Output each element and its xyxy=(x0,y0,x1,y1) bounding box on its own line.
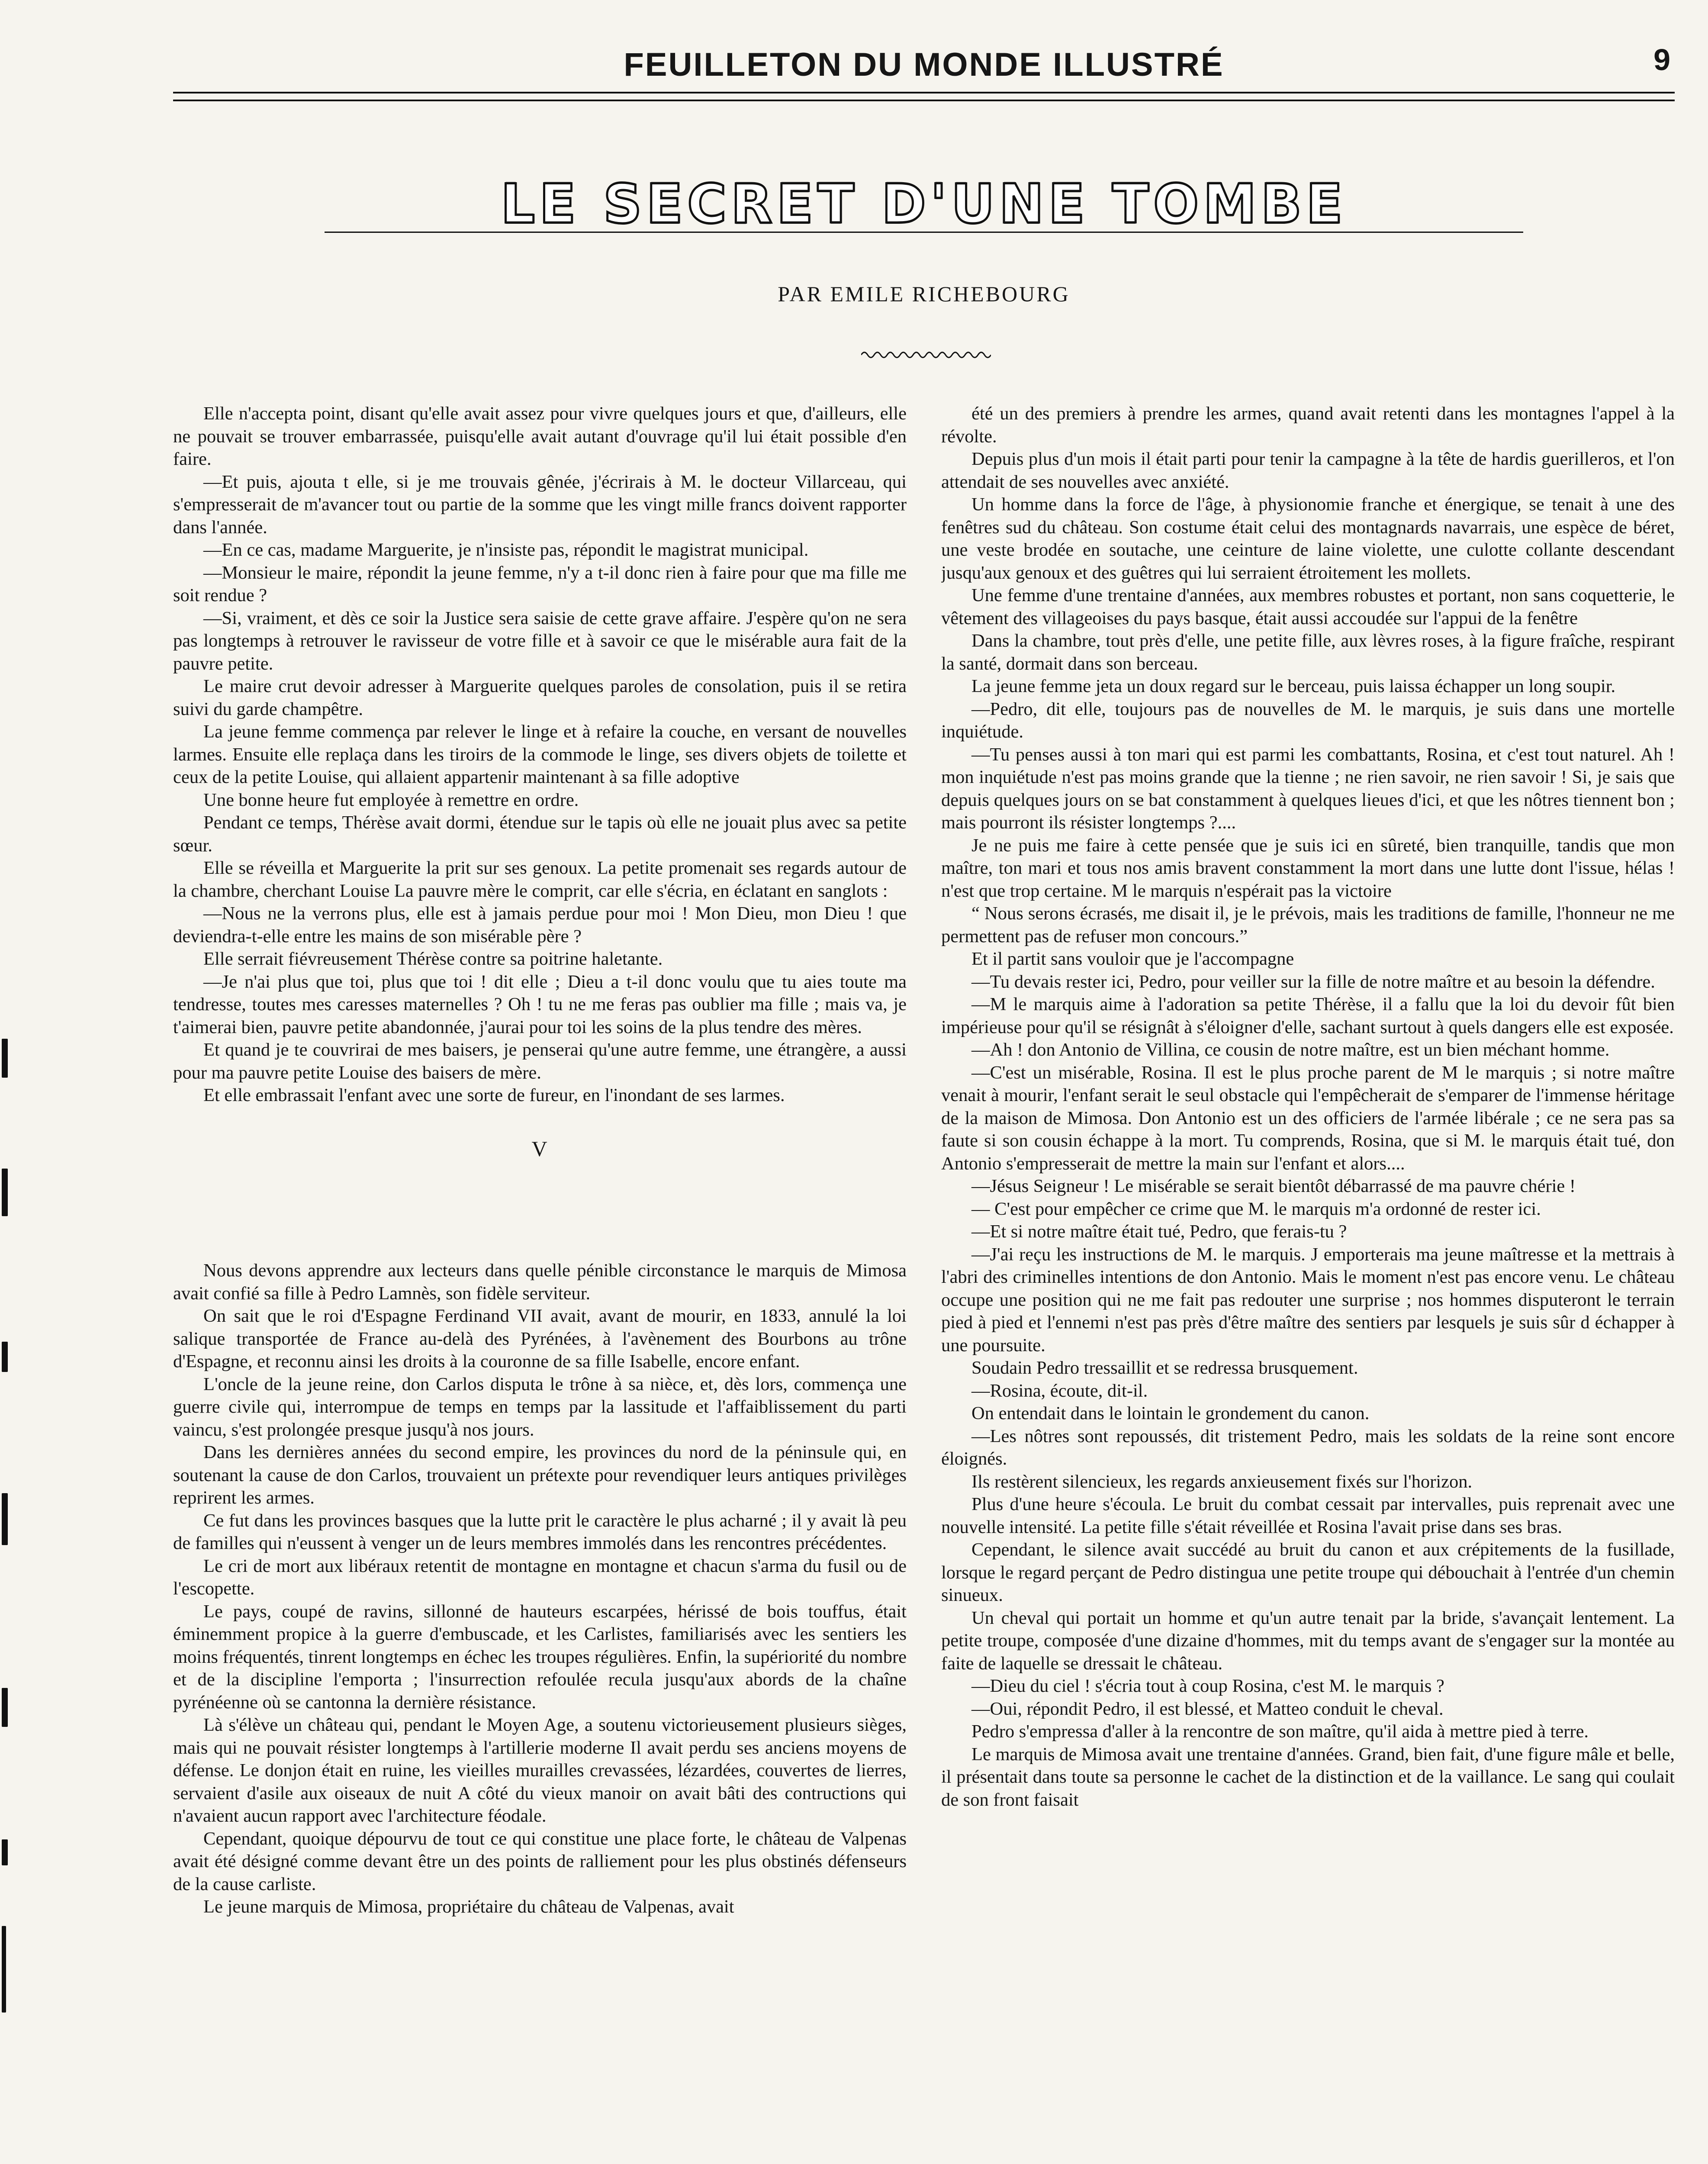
paragraph: Ils restèrent silencieux, les regards anxieusement fixés sur l'horizon. xyxy=(971,1471,1473,1492)
newspaper-page xyxy=(173,35,1675,2164)
paragraph: Soudain Pedro tressaillit et se redressa brusquement. xyxy=(971,1358,1358,1378)
paragraph: Pedro s'empressa d'aller à la rencontre de son maître, qu'il aida à mettre pied à terre. xyxy=(971,1721,1589,1742)
paragraph: —En ce cas, madame Marguerite, je n'insiste pas, répondit le magistrat municipal. xyxy=(203,540,809,560)
paragraph: On sait que le roi d'Espagne Ferdinand VII avait, avant de mourir, en 1833, annulé la loi salique transportée de France au-delà des Pyrénées, à l'avènement des Bourbons au trône d'Espagne, et reconnu ainsi les droits à la couronne de sa fille Isabelle, encore enfant. xyxy=(173,1306,907,1372)
paragraph: été un des premiers à prendre les armes, quand avait retenti dans les montagnes l'appel à la révolte. xyxy=(941,403,1675,447)
paragraph: Un cheval qui portait un homme et qu'un autre tenait par la bride, s'avançait lentement. La petite troupe, composée d'une dizaine d'hommes, mit du temps avant de s'engager sur la montée au faite de laquelle se dressait le château. xyxy=(941,1607,1675,1674)
story-title: LE SECRET D'UNE TOMBE xyxy=(501,173,1347,235)
paragraph: L'oncle de la jeune reine, don Carlos disputa le trône à sa nièce, et, dès lors, commença une guerre civile qui, interrompue de temps en temps par la lassitude et l'affaiblissement du parti vaincu, s'est prolongée presque jusqu'à nos jours. xyxy=(173,1374,907,1440)
paragraph: —C'est un misérable, Rosina. Il est le plus proche parent de M le marquis ; si notre maître venait à mourir, l'enfant serait le seul obstacle qui l'empêcherait de s'emparer de l'immense héritage de la maison de Mimosa. Don Antonio est un des officiers de l'armée libérale ; ce ne sera pas sa faute si son cousin échappe à la mort. Tu comprends, Rosina, que si M. le marquis était tué, don Antonio s'empresserait de mettre la main sur l'enfant et alors.... xyxy=(941,1062,1675,1174)
paragraph: Et il partit sans vouloir que je l'accompagne xyxy=(971,949,1294,969)
paragraph: — C'est pour empêcher ce crime que M. le marquis m'a ordonné de rester ici. xyxy=(971,1198,1541,1219)
paragraph: —J'ai reçu les instructions de M. le marquis. J emporterais ma jeune maîtresse et la mettrais à l'abri des criminelles intentions de don Antonio. Mais le moment n'est pas encore venu. Le château occupe une position qui ne me fait pas redouter une surprise ; nos hommes disputeront le terrain pied à pied et l'ennemi n'est pas près d'être maître des sentiers par lesquels je suis sûr d échapper à une poursuite. xyxy=(941,1244,1675,1356)
right-column xyxy=(941,403,1675,2164)
wavy-ornament-divider xyxy=(861,348,991,361)
paragraph: Elle se réveilla et Marguerite la prit sur ses genoux. La petite promenait ses regards autour de la chambre, cherchant Louise La pauvre mère le comprit, car elle s'écria, en éclatant en sanglots : xyxy=(173,858,907,901)
paragraph: Dans la chambre, tout près d'elle, une petite fille, aux lèvres roses, à la figure fraîche, respirant la santé, dormait dans son berceau. xyxy=(941,631,1675,674)
paragraph: Dans les dernières années du second empire, les provinces du nord de la péninsule qui, en soutenant la cause de don Carlos, trouvaient un prétexte pour revendiquer leurs antiques privilèges reprirent les armes. xyxy=(173,1442,907,1508)
chapter-heading: V xyxy=(531,1136,548,1161)
paragraph: —Oui, répondit Pedro, il est blessé, et Matteo conduit le cheval. xyxy=(971,1698,1444,1719)
paragraph: —Tu penses aussi à ton mari qui est parmi les combattants, Rosina, et c'est tout naturel. Ah ! mon inquiétude n'est pas moins grande que la tienne ; ne rien savoir, ne rien savoir ! Si, je sais que depuis quelques jours on se bat constamment à quelques lieues d'ici, et que les nôtres tiennent bon ; mais pourront ils résister longtemps ?.... xyxy=(941,744,1675,833)
paragraph: La jeune femme jeta un doux regard sur le berceau, puis laissa échapper un long soupir. xyxy=(971,676,1616,696)
left-column xyxy=(173,403,907,2164)
paragraph: Le pays, coupé de ravins, sillonné de hauteurs escarpées, hérissé de bois touffus, était éminemment propice à la guerre d'embuscade, et les Carlistes, familiarisés avec les sentiers les moins fréquentés, tinrent longtemps en échec les troupes régulières. Enfin, la supériorité du nombre et de la discipline l'emporta ; l'insurrection refoulée recula jusqu'aux abords de la chaîne pyrénéenne où se cantonna la dernière résistance. xyxy=(173,1601,907,1713)
paragraph: Le marquis de Mimosa avait une trentaine d'années. Grand, bien fait, d'une figure mâle et belle, il présentait dans toute sa personne le cachet de la distinction et de la vaillance. Le sang qui coulait de son front faisait xyxy=(941,1744,1675,1810)
paragraph: Une femme d'une trentaine d'années, aux membres robustes et portant, non sans coquetterie, le vêtement des villageoises du pays basque, était aussi accoudée sur l'appui de la fenêtre xyxy=(941,585,1675,628)
running-title: FEUILLETON DU MONDE ILLUSTRÉ xyxy=(624,46,1224,83)
paragraph: —Rosina, écoute, dit-il. xyxy=(971,1380,1148,1401)
paragraph: Elle serrait fiévreusement Thérèse contre sa poitrine haletante. xyxy=(203,949,663,969)
paragraph: —Les nôtres sont repoussés, dit tristement Pedro, mais les soldats de la reine sont encore éloignés. xyxy=(941,1426,1675,1469)
paragraph: Elle n'accepta point, disant qu'elle avait assez pour vivre quelques jours et que, d'ailleurs, elle ne pouvait se trouver embarrassée, puisqu'elle avait autant d'ouvrage qu'il lui était possible d'en faire. xyxy=(173,403,907,469)
paragraph: —Si, vraiment, et dès ce soir la Justice sera saisie de cette grave affaire. J'espère qu'on ne sera pas longtemps à retrouver le ravisseur de votre fille et à savoir ce que le misérable aura fait de la pauvre petite. xyxy=(173,608,907,674)
title-underline xyxy=(325,232,1523,233)
paragraph: —Tu devais rester ici, Pedro, pour veiller sur la fille de notre maître et au besoin la défendre. xyxy=(971,971,1655,992)
paragraph: Pendant ce temps, Thérèse avait dormi, étendue sur le tapis où elle ne jouait plus avec sa petite sœur. xyxy=(173,812,907,856)
byline: PAR EMILE RICHEBOURG xyxy=(778,282,1070,306)
paragraph: Et elle embrassait l'enfant avec une sorte de fureur, en l'inondant de ses larmes. xyxy=(203,1085,785,1105)
paragraph: La jeune femme commença par relever le linge et à refaire la couche, en versant de nouvelles larmes. Ensuite elle replaça dans les tiroirs de la commode le linge, ses divers objets de toilette et ceux de la petite Louise, qui allaient appartenir maintenant à sa fille adoptive xyxy=(173,721,907,787)
paragraph: —Et si notre maître était tué, Pedro, que ferais-tu ? xyxy=(971,1221,1347,1242)
paragraph: —Je n'ai plus que toi, plus que toi ! dit elle ; Dieu a t-il donc voulu que tu aies toute ma tendresse, toutes mes caresses maternelles ? Oh ! tu ne me feras pas oublier ma fille ; mais va, je t'aimerai bien, pauvre petite abandonnée, j'aurai pour toi les soins de la plus tendre des mères. xyxy=(173,971,907,1037)
paragraph: —Ah ! don Antonio de Villina, ce cousin de notre maître, est un bien méchant homme. xyxy=(971,1040,1610,1060)
paragraph: —M le marquis aime à l'adoration sa petite Thérèse, il a fallu que la loi du devoir fût bien impérieuse pour qu'il se résignât à s'éloigner d'elle, sachant surtout à quels dangers elle est exposée. xyxy=(941,994,1675,1037)
paragraph: —Nous ne la verrons plus, elle est à jamais perdue pour moi ! Mon Dieu, mon Dieu ! que deviendra-t-elle entre les mains de son misérable père ? xyxy=(173,903,907,947)
paragraph: —Jésus Seigneur ! Le misérable se serait bientôt débarrassé de ma pauvre chérie ! xyxy=(971,1176,1576,1196)
paragraph: Et quand je te couvrirai de mes baisers, je penserai qu'une autre femme, une étrangère, a aussi pour ma pauvre petite Louise des baisers de mère. xyxy=(173,1040,907,1083)
paragraph: Nous devons apprendre aux lecteurs dans quelle pénible circonstance le marquis de Mimosa avait confié sa fille à Pedro Lamnès, son fidèle serviteur. xyxy=(173,1260,907,1304)
paragraph: Le jeune marquis de Mimosa, propriétaire du château de Valpenas, avait xyxy=(203,1897,734,1917)
article-body xyxy=(173,403,1675,2164)
binding-edge-marks xyxy=(0,0,17,2164)
paragraph: —Monsieur le maire, répondit la jeune femme, n'y a t-il donc rien à faire pour que ma fille me soit rendue ? xyxy=(173,562,907,605)
paragraph: Le maire crut devoir adresser à Marguerite quelques paroles de consolation, puis il se retira suivi du garde champêtre. xyxy=(173,676,907,719)
paragraph: Une bonne heure fut employée à remettre en ordre. xyxy=(203,789,579,810)
paragraph: Cependant, quoique dépourvu de tout ce qui constitue une place forte, le château de Valpenas avait été désigné comme devant être un des points de ralliement pour les plus obstinés défenseurs de la cause carliste. xyxy=(173,1828,907,1894)
paragraph: Plus d'une heure s'écoula. Le bruit du combat cessait par intervalles, puis reprenait avec une nouvelle intensité. La petite fille s'était réveillée et Rosina l'avait prise dans ses bras. xyxy=(941,1494,1675,1537)
paragraph: Depuis plus d'un mois il était parti pour tenir la campagne à la tête de hardis guerilleros, et l'on attendait de ses nouvelles avec anxiété. xyxy=(941,449,1675,492)
page-header xyxy=(173,35,1675,100)
paragraph: Le cri de mort aux libéraux retentit de montagne en montagne et chacun s'arma du fusil ou de l'escopette. xyxy=(173,1555,907,1599)
paragraph: Cependant, le silence avait succédé au bruit du canon et aux crépitements de la fusillade, lorsque le regard perçant de Pedro distingua une petite troupe qui débouchait à l'entrée d'un chemin sinueux. xyxy=(941,1539,1675,1605)
paragraph: Ce fut dans les provinces basques que la lutte prit le caractère le plus acharné ; il y avait là peu de familles qui n'eussent à venger un de leurs membres immolés dans les rencontres précédentes. xyxy=(173,1510,907,1553)
header-double-rule xyxy=(173,92,1675,101)
page-number: 9 xyxy=(1653,43,1670,77)
paragraph: On entendait dans le lointain le grondement du canon. xyxy=(971,1403,1370,1423)
paragraph: “ Nous serons écrasés, me disait il, je le prévois, mais les traditions de famille, l'honneur ne me permettent pas de refuser mon concours.” xyxy=(941,903,1675,947)
paragraph: —Et puis, ajouta t elle, si je me trouvais gênée, j'écrirais à M. le docteur Villarceau, qui s'empresserait de m'avancer tout ou partie de la somme que les vingt mille francs doivent rapporter dans l'année. xyxy=(173,471,907,538)
paragraph: Un homme dans la force de l'âge, à physionomie franche et énergique, se tenait à une des fenêtres sud du château. Son costume était celui des montagnards navarrais, une espèce de béret, une veste brodée en soutache, une ceinture de laine violette, une culotte collante descendant jusqu'aux genoux et des guêtres qui lui serraient étroitement les mollets. xyxy=(941,494,1675,583)
paragraph: Là s'élève un château qui, pendant le Moyen Age, a soutenu victorieusement plusieurs sièges, mais qui ne pouvait résister longtemps à l'artillerie moderne Il avait perdu ses anciens moyens de défense. Le donjon était en ruine, les vieilles murailles crevassées, lézardées, couvertes de lierres, servaient d'asile aux oiseaux de nuit A côté du vieux manoir on avait bâti des contructions qui n'avaient aucun rapport avec l'architecture féodale. xyxy=(173,1715,907,1826)
paragraph: —Dieu du ciel ! s'écria tout à coup Rosina, c'est M. le marquis ? xyxy=(971,1676,1444,1696)
paragraph: Je ne puis me faire à cette pensée que je suis ici en sûreté, bien tranquille, tandis que mon maître, ton mari et tous nos amis bravent constamment la mort dans une lutte dont l'issue, hélas ! n'est que trop certaine. M le marquis n'espérait pas la victoire xyxy=(941,835,1675,901)
paragraph: —Pedro, dit elle, toujours pas de nouvelles de M. le marquis, je suis dans une mortelle inquiétude. xyxy=(941,699,1675,742)
